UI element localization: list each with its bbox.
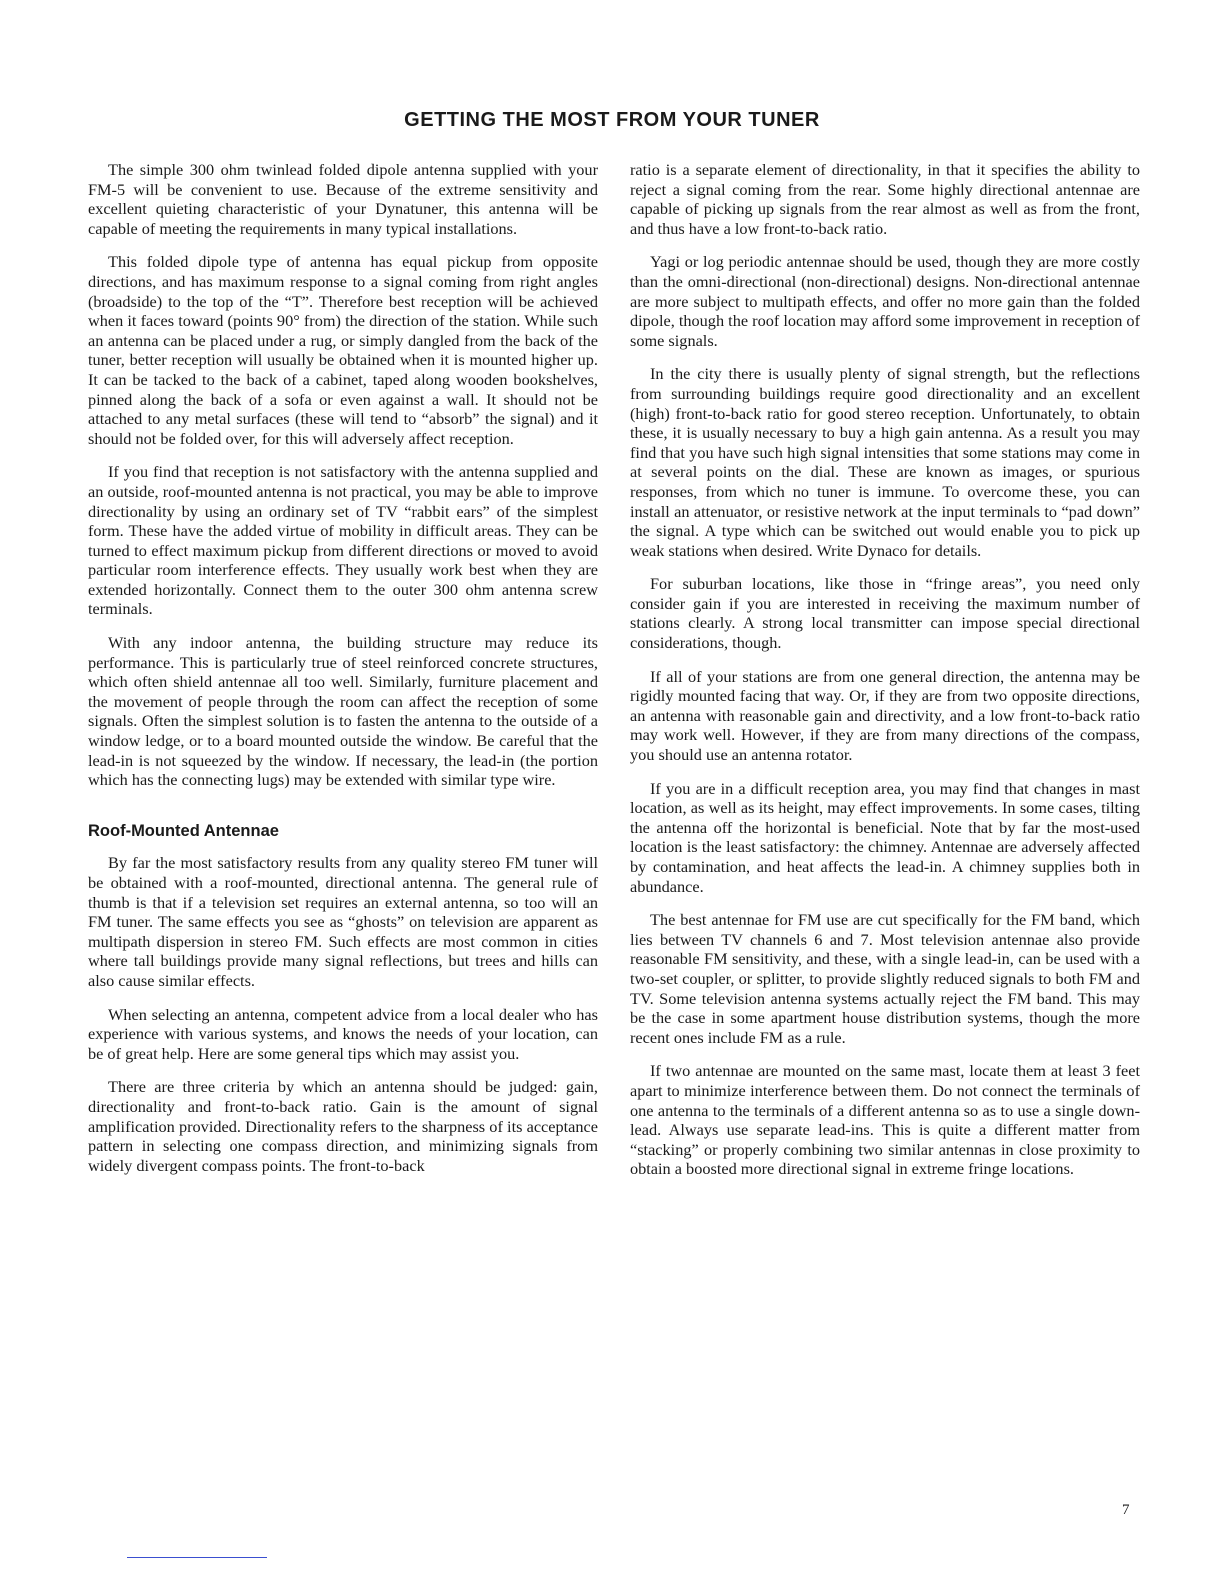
right-column xyxy=(630,160,1140,1193)
body-paragraph: The best antennae for FM use are cut specifically for the FM band, which lies between TV channels 6 and 7. Most television antennae also provide reasonable FM sensitivity, and these, with a single lead-in, can be used with a two-set coupler, or splitter, to provide slightly reduced signals to both FM and TV. Some television antenna systems actually reject the FM band. This may be the case in some apartment house distribution systems, though the more recent ones include FM as a rule. xyxy=(630,910,1140,1047)
continued-paragraph: ratio is a separate element of directionality, in that it specifies the ability to reject a signal coming from the rear. Some highly directional antennae are capable of picking up signals from the rear almost as well as from the front, and thus have a low front-to-back ratio. xyxy=(630,160,1140,238)
body-paragraph: There are three criteria by which an antenna should be judged: gain, directionality and front-to-back ratio. Gain is the amount of signal amplification provided. Directionality refers to the sharpness of its acceptance pattern in selecting one compass direction, and minimizing signals from widely divergent compass points. The front-to-back xyxy=(88,1077,598,1175)
body-paragraph: The simple 300 ohm twinlead folded dipole antenna supplied with your FM-5 will be convenient to use. Because of the extreme sensitivity and excellent quieting characteristic of your Dynatuner, this antenna will be capable of meeting the requirements in many typical installations. xyxy=(88,160,598,238)
body-paragraph: Yagi or log periodic antennae should be used, though they are more costly than the omni-directional (non-directional) designs. Non-directional antennae are more subject to multipath effects, and offer no more gain than the folded dipole, though the roof location may afford some improvement in reception of some signals. xyxy=(630,252,1140,350)
page-number: 7 xyxy=(1122,1502,1130,1518)
body-paragraph: If all of your stations are from one general direction, the antenna may be rigidly mounted facing that way. Or, if they are from two opposite directions, an antenna with reasonable gain and directivity, and a low front-to-back ratio may work well. However, if they are from many directions of the compass, you should use an antenna rotator. xyxy=(630,666,1140,765)
body-paragraph: When selecting an antenna, competent advice from a local dealer who has experience with various systems, and knows the needs of your location, can be of great help. Here are some general tips which may assist you. xyxy=(88,1004,598,1063)
body-paragraph: By far the most satisfactory results from any quality stereo FM tuner will be obtained with a roof-mounted, directional antenna. The general rule of thumb is that if a television set requires an external antenna, so too will an FM tuner. The same effects you see as “ghosts” on television are apparent as multipath dispersion in stereo FM. Such effects are most common in cities where tall buildings provide many signal reflections, but trees and hills can also cause similar effects. xyxy=(88,853,598,990)
body-paragraph: For suburban locations, like those in “fringe areas”, you need only consider gain if you are interested in receiving the maximum number of stations clearly. A strong local transmitter can impose special directional considerations, though. xyxy=(630,574,1140,653)
page-title: GETTING THE MOST FROM YOUR TUNER xyxy=(404,109,820,131)
body-paragraph: If you are in a difficult reception area, you may find that changes in mast location, as well as its height, may effect improvements. In some cases, tilting the antenna off the horizontal is beneficial. Note that by far the most-used location is the least satisfactory: the chimney. Antennae are adversely affected by contamination, and heat affects the lead-in. A chimney supplies both in abundance. xyxy=(630,778,1140,896)
left-column xyxy=(88,160,598,1189)
body-paragraph: This folded dipole type of antenna has equal pickup from opposite directions, and has maximum response to a signal coming from right angles (broadside) to the top of the “T”. Therefore best reception will be achieved when it faces toward (points 90° from) the direction of the station. While such an antenna can be placed under a rug, or simply dangled from the back of the tuner, better reception will usually be obtained when it is mounted higher up. It can be tacked to the back of a cabinet, taped along wooden bookshelves, pinned along the back of a sofa or even against a wall. It should not be attached to any metal surfaces (these will tend to “absorb” the signal) and it should not be folded over, for this will adversely affect reception. xyxy=(88,252,598,448)
body-paragraph: If two antennae are mounted on the same mast, locate them at least 3 feet apart to minimize interference between them. Do not connect the terminals of one antenna to the terminals of a different antenna so as to use a single down-lead. Always use separate lead-ins. This is quite a different matter from “stacking” or properly combining two similar antennas in close proximity to obtain a boosted more directional signal in extreme fringe locations. xyxy=(630,1061,1140,1179)
body-paragraph: In the city there is usually plenty of signal strength, but the reflections from surrounding buildings require good directionality and an excellent (high) front-to-back ratio for good stereo reception. Unfortunately, to obtain these, it is usually necessary to buy a high gain antenna. As a result you may find that you have such high signal intensities that some stations may come in at several points on the dial. These are known as images, or spurious responses, from which no tuner is immune. To overcome these, you can install an attenuator, or resistive network at the input terminals to “pad down” the signal. A type which can be switched out would enable you to pick up weak stations when desired. Write Dynaco for details. xyxy=(630,364,1140,560)
footer-rule xyxy=(127,1557,267,1558)
body-paragraph: If you find that reception is not satisfactory with the antenna supplied and an outside, roof-mounted antenna is not practical, you may be able to improve directionality by using an ordinary set of TV “rabbit ears” of the simplest form. These have the added virtue of mobility in difficult areas. They can be turned to effect maximum pickup from different directions or moved to avoid particular room interference effects. They usually work best when they are extended horizontally. Connect them to the outer 300 ohm antenna screw terminals. xyxy=(88,462,598,619)
section-heading: Roof-Mounted Antennae xyxy=(88,821,279,840)
body-paragraph: With any indoor antenna, the building structure may reduce its performance. This is particularly true of steel reinforced concrete structures, which often shield antennae all too well. Similarly, furniture placement and the movement of people through the room can affect the reception of some signals. Often the simplest solution is to fasten the antenna to the outside of a window ledge, or to a board mounted outside the window. Be careful that the lead-in is not squeezed by the window. If necessary, the lead-in (the portion which has the connecting lugs) may be extended with similar type wire. xyxy=(88,633,598,790)
